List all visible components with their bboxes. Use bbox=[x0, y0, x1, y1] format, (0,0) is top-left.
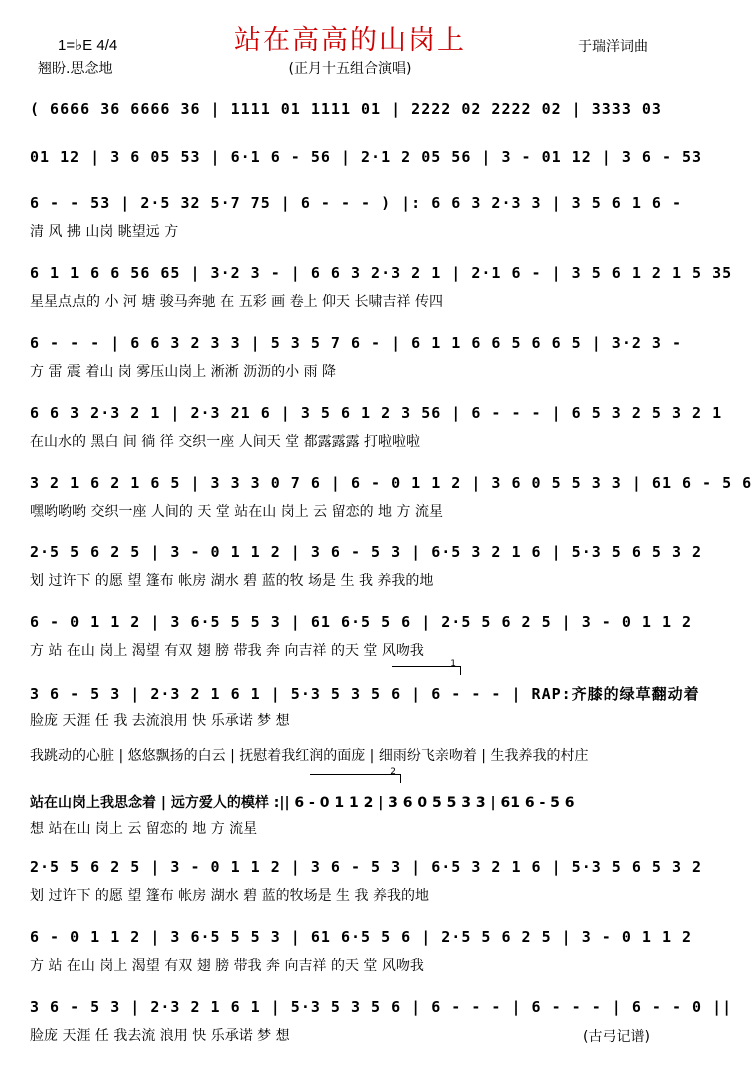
lyric-line: 划 过许下 的愿 望 篷布 帐房 湖水 碧 蓝的牧场是 生 我 养我的地 bbox=[30, 888, 429, 904]
staff-row bbox=[30, 264, 733, 313]
lyric-line: 在山水的 黑白 间 徜 徉 交织一座 人间天 堂 都露露露 打啦啦啦 bbox=[30, 434, 421, 450]
staff-row bbox=[30, 148, 703, 173]
lyric-line: 划 过许下 的愿 望 篷布 帐房 湖水 碧 蓝的牧 场是 生 我 养我的地 bbox=[30, 573, 434, 589]
performer: (正月十五组合演唱) bbox=[288, 61, 412, 77]
staff-row bbox=[30, 543, 703, 592]
notation-line: 2·5 5 6 2 5 | 3 - 0 1 1 2 | 3 6 - 5 3 | 6·5 3 2 1 6 | 5·3 5 6 5 3 2 bbox=[30, 858, 703, 876]
volta-first: 1 bbox=[392, 666, 461, 675]
lyric-line: 脸庞 天涯 任 我 去流浪用 快 乐承诺 梦 想 bbox=[30, 713, 290, 729]
notation-line: 6 - - 53 | 2·5 32 5·7 75 | 6 - - - ) |: 6 6 3 2·3 3 | 3 5 6 1 6 - bbox=[30, 194, 682, 212]
lyric-line: 嘿哟哟哟 交织一座 人间的 天 堂 站在山 岗上 云 留恋的 地 方 流星 bbox=[30, 504, 443, 520]
staff-row bbox=[30, 928, 693, 977]
staff-row bbox=[30, 474, 752, 523]
notation-line: 01 12 | 3 6 05 53 | 6·1 6 - 56 | 2·1 2 05 56 | 3 - 01 12 | 3 6 - 53 bbox=[30, 148, 703, 166]
lyric-line: 方 站 在山 岗上 渴望 有双 翅 膀 带我 奔 向吉祥 的天 堂 风吻我 bbox=[30, 958, 424, 974]
lyric-line: 星星点点的 小 河 塘 骏马奔驰 在 五彩 画 卷上 仰天 长啸吉祥 传四 bbox=[30, 294, 443, 310]
lyric-line: 方 站 在山 岗上 渴望 有双 翅 膀 带我 奔 向吉祥 的天 堂 风吻我 bbox=[30, 643, 424, 659]
lyric-line: 方 雷 震 着山 岗 雾压山岗上 淅淅 沥沥的小 雨 降 bbox=[30, 364, 337, 380]
transcriber-credit: (古弓记谱) bbox=[583, 1029, 650, 1045]
staff-row bbox=[30, 100, 662, 125]
song-title: 站在高高的山岗上 bbox=[234, 25, 466, 56]
rap-line: 我跳动的心脏 | 悠悠飘扬的白云 | 抚慰着我红润的面庞 | 细雨纷飞亲吻着 | 生我养我的村庄 bbox=[30, 748, 589, 764]
notation-line: 3 2 1 6 2 1 6 5 | 3 3 3 0 7 6 | 6 - 0 1 1 2 | 3 6 0 5 5 3 3 | 61 6 - 5 6 bbox=[30, 474, 752, 492]
notation-line: 6 6 3 2·3 2 1 | 2·3 21 6 | 3 5 6 1 2 3 56 | 6 - - - | 6 5 3 2 5 3 2 1 bbox=[30, 404, 723, 422]
staff-row bbox=[30, 858, 703, 907]
lyric-line: 脸庞 天涯 任 我去流 浪用 快 乐承诺 梦 想 bbox=[30, 1028, 290, 1044]
lyric-line: 清 风 拂 山岗 眺望远 方 bbox=[30, 224, 179, 240]
lyric-line: 想 站在山 岗上 云 留恋的 地 方 流星 bbox=[30, 821, 258, 837]
subtitle: 翘盼.思念地 bbox=[38, 61, 113, 77]
notation-line: 6 1 1 6 6 56 65 | 3·2 3 - | 6 6 3 2·3 2 1 | 2·1 6 - | 3 5 6 1 2 1 5 35 bbox=[30, 264, 733, 282]
volta-second: 2 bbox=[310, 774, 401, 783]
staff-row bbox=[30, 683, 700, 732]
author: 于瑞洋词曲 bbox=[578, 39, 648, 55]
notation-line: 6 - - - | 6 6 3 2 3 3 | 5 3 5 7 6 - | 6 1 1 6 6 5 6 6 5 | 3·2 3 - bbox=[30, 334, 682, 352]
rap-line-2: 站在山岗上我思念着 | 远方爱人的模样 :|| 6 - 0 1 1 2 | 3 6 0 5 5 3 3 | 61 6 - 5 6 bbox=[30, 795, 575, 811]
notation-line: 2·5 5 6 2 5 | 3 - 0 1 1 2 | 3 6 - 5 3 | 6·5 3 2 1 6 | 5·3 5 6 5 3 2 bbox=[30, 543, 703, 561]
staff-row bbox=[30, 613, 693, 662]
notation-line: 3 6 - 5 3 | 2·3 2 1 6 1 | 5·3 5 3 5 6 | 6 - - - | 6 - - - | 6 - - 0 || bbox=[30, 998, 733, 1016]
notation-line: 3 6 - 5 3 | 2·3 2 1 6 1 | 5·3 5 3 5 6 | 6 - - - | RAP:齐膝的绿草翻动着 bbox=[30, 685, 700, 703]
staff-row bbox=[30, 194, 682, 243]
notation-line: ( 6666 36 6666 36 | 1111 01 1111 01 | 2222 02 2222 02 | 3333 03 bbox=[30, 100, 662, 118]
notation-line: 6 - 0 1 1 2 | 3 6·5 5 5 3 | 61 6·5 5 6 | 2·5 5 6 2 5 | 3 - 0 1 1 2 bbox=[30, 613, 693, 631]
staff-row bbox=[30, 334, 682, 383]
staff-row bbox=[30, 404, 723, 453]
staff-row bbox=[30, 998, 733, 1047]
key-signature: 1=♭E 4/4 bbox=[58, 37, 118, 54]
notation-line: 6 - 0 1 1 2 | 3 6·5 5 5 3 | 61 6·5 5 6 | 2·5 5 6 2 5 | 3 - 0 1 1 2 bbox=[30, 928, 693, 946]
